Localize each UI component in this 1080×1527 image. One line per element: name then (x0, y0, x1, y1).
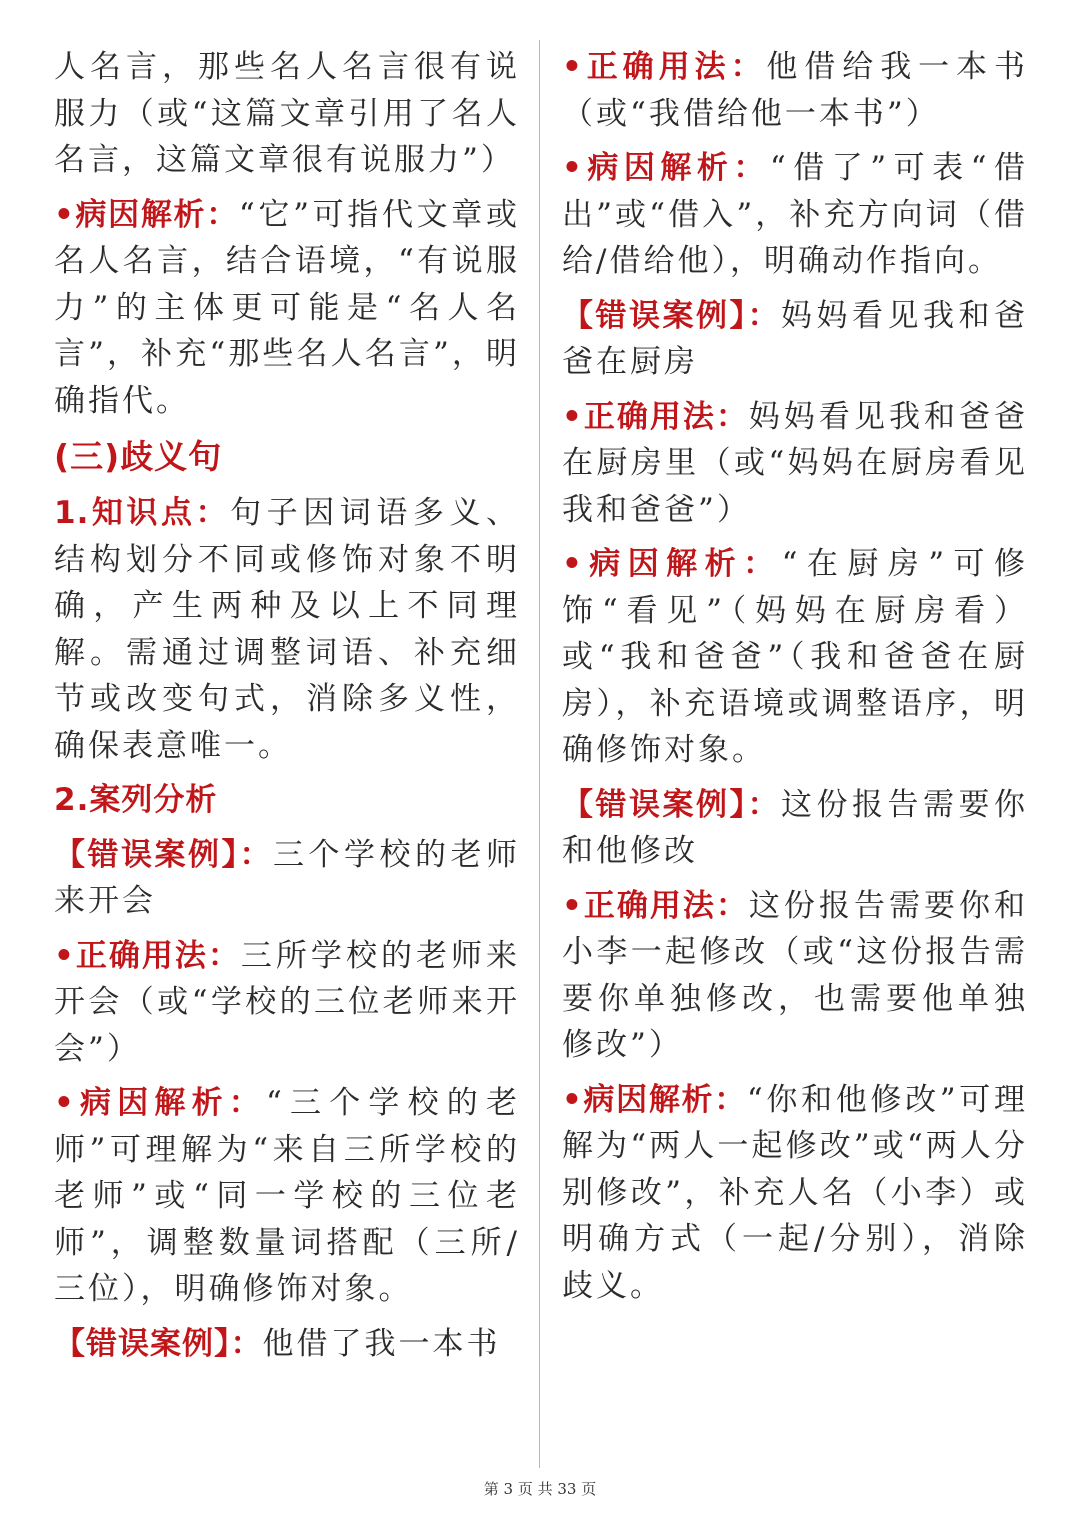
analysis-label: •病因解析： (54, 196, 239, 233)
paragraph-text: “你和他修改”可理解为“两人一起修改”或“两人分别修改”，补充人名（小李）或明确方式（一起/分别），消除歧义。 (562, 1081, 1028, 1304)
continuation-paragraph (54, 44, 520, 184)
analysis-label: •病因解析： (54, 1085, 266, 1121)
wrong-example-label: 【错误案例】： (562, 297, 781, 334)
paragraph-text: 他借了我一本书 (262, 1325, 501, 1362)
paragraph-text: 妈妈看见我和爸爸在厨房 (562, 297, 1028, 380)
error-analysis-paragraph (562, 1077, 1028, 1310)
wrong-example-paragraph (54, 832, 520, 925)
case-analysis-label: 2.案列分析 (54, 782, 218, 818)
paragraph-text: “它”可指代文章或名人名言，结合语境，“有说服力”的主体更可能是“名人名言”，补充“那些名人名言”，明确指代。 (54, 196, 520, 419)
correct-usage-paragraph (562, 394, 1028, 534)
error-analysis-paragraph (54, 1080, 520, 1313)
wrong-example-label: 【错误案例】： (54, 1325, 263, 1362)
correct-usage-paragraph (54, 933, 520, 1073)
correct-usage-label: •正确用法： (562, 398, 749, 435)
wrong-example-paragraph (562, 782, 1028, 875)
column-divider (539, 40, 540, 1468)
error-analysis-paragraph (562, 145, 1028, 285)
paragraph-text: “三个学校的老师”可理解为“来自三所学校的老师”或“同一学校的三位老师”，调整数量词搭配（三所/三位），明确修饰对象。 (54, 1085, 520, 1307)
left-column (54, 44, 520, 1375)
correct-usage-paragraph (562, 44, 1028, 137)
paragraph-text: 人名言，那些名人名言很有说服力（或“这篇文章引用了名人名言，这篇文章很有说服力”） (54, 49, 520, 178)
knowledge-point-paragraph (54, 490, 520, 769)
paragraph-text: 他借给我一本书（或“我借给他一本书”） (562, 49, 1028, 132)
paragraph-text: 妈妈看见我和爸爸在厨房里（或“妈妈在厨房看见我和爸爸”） (562, 398, 1028, 528)
paragraph-text: 三所学校的老师来开会（或“学校的三位老师来开会”） (54, 937, 520, 1067)
analysis-label: •病因解析： (562, 150, 770, 186)
paragraph-text: “在厨房”可修饰“看见”（妈妈在厨房看）或“我和爸爸”（我和爸爸在厨房），补充语境或调整语序，明确修饰对象。 (562, 546, 1028, 768)
wrong-example-label: 【错误案例】： (54, 836, 273, 873)
correct-usage-label: •正确用法： (562, 887, 749, 924)
section-heading: (三)歧义句 (54, 437, 223, 476)
paragraph-text: 这份报告需要你和小李一起修改（或“这份报告需要你单独修改，也需要他单独修改”） (562, 887, 1028, 1063)
paragraph-text: 这份报告需要你和他修改 (562, 786, 1028, 869)
case-analysis-heading (54, 777, 520, 824)
paragraph-text: 句子因词语多义、结构划分不同或修饰对象不明确，产生两种及以上不同理解。需通过调整词语、补充细节或改变句式，消除多义性，确保表意唯一。 (54, 495, 520, 764)
correct-usage-label: •正确用法： (562, 49, 767, 85)
wrong-example-label: 【错误案例】： (562, 786, 781, 823)
correct-usage-paragraph (562, 883, 1028, 1069)
paragraph-text: “借了”可表“借出”或“借入”，补充方向词（借给/借给他），明确动作指向。 (562, 150, 1028, 279)
error-analysis-paragraph (562, 541, 1028, 774)
error-analysis-paragraph (54, 192, 520, 425)
knowledge-point-label: 1.知识点： (54, 495, 231, 531)
analysis-label: •病因解析： (562, 546, 782, 582)
page-number: 第 3 页 共 33 页 (483, 1480, 597, 1498)
right-column (562, 44, 1028, 1317)
wrong-example-paragraph (562, 293, 1028, 386)
analysis-label: •病因解析： (562, 1081, 747, 1118)
wrong-example-paragraph (54, 1321, 520, 1368)
paragraph-text: 三个学校的老师来开会 (54, 836, 520, 919)
correct-usage-label: •正确用法： (54, 937, 241, 974)
